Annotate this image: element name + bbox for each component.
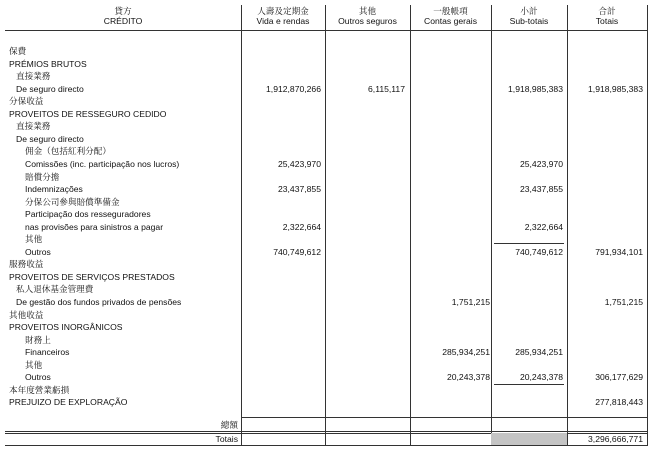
table-row <box>5 396 648 408</box>
cell-general: 20,243,378 <box>446 372 490 383</box>
cell-total: 1,918,985,383 <box>588 83 643 94</box>
table-row <box>5 271 648 283</box>
row-label: PROVEITOS INORGÂNICOS <box>9 322 123 333</box>
row-label: Indemnizações <box>25 184 83 195</box>
table-row <box>5 145 648 157</box>
cell-subtotal: 23,437,855 <box>519 184 563 195</box>
row-label: 分保公司參與賠償準備金 <box>25 196 120 207</box>
table-row <box>5 208 648 220</box>
table-row <box>5 45 648 57</box>
table-row <box>5 221 648 233</box>
table-row <box>5 258 648 270</box>
table-row <box>5 334 648 346</box>
table-row <box>5 246 648 258</box>
header-totals: 合計 Totais <box>595 6 619 26</box>
table-row <box>5 283 648 295</box>
row-label: PRÉMIOS BRUTOS <box>9 58 87 69</box>
row-label: 其他 <box>25 359 43 370</box>
row-label: 分保收益 <box>9 96 44 107</box>
grand-total: 3,296,666,771 <box>588 434 643 444</box>
cell-general: 285,934,251 <box>442 347 490 358</box>
table-row <box>5 70 648 82</box>
table-row <box>5 346 648 358</box>
row-label: 財務上 <box>25 334 51 345</box>
total-label: Totais <box>215 434 238 444</box>
row-label: Participação dos resseguradores <box>25 209 151 220</box>
row-label: 佣金（包括紅利分配） <box>25 146 111 157</box>
table-row <box>5 321 648 333</box>
row-label: PROVEITOS DE SERVIÇOS PRESTADOS <box>9 271 175 282</box>
row-label: 私人退休基金管理費 <box>16 284 94 295</box>
table-row <box>5 371 648 383</box>
table-row <box>5 108 648 120</box>
cell-total: 306,177,629 <box>595 372 643 383</box>
cell-life: 740,749,612 <box>273 246 321 257</box>
total-row <box>5 433 648 445</box>
cell-subtotal: 25,423,970 <box>519 158 563 169</box>
cell-subtotal: 20,243,378 <box>519 372 563 383</box>
table-row <box>5 158 648 170</box>
row-label: Comissões (inc. participação nos lucros) <box>25 158 180 169</box>
row-label: PROVEITOS DE RESSEGURO CEDIDO <box>9 108 167 119</box>
table-row <box>5 171 648 183</box>
cell-life: 1,912,870,266 <box>266 83 321 94</box>
table-row <box>5 95 648 107</box>
cell-subtotal: 1,918,985,383 <box>508 83 563 94</box>
cell-subtotal: 285,934,251 <box>515 347 563 358</box>
header-other-insurance: 其他 Outros seguros <box>338 6 397 26</box>
header-general-accounts: 一般帳項 Contas gerais <box>423 6 478 26</box>
cell-total: 791,934,101 <box>595 246 643 257</box>
table-row <box>5 83 648 95</box>
header-credit: 貸方 CRÉDITO <box>103 6 143 26</box>
cell-life: 2,322,664 <box>282 221 321 232</box>
table-row <box>5 196 648 208</box>
row-label: nas provisões para sinistros a pagar <box>25 221 164 232</box>
row-label: 保費 <box>9 46 27 56</box>
row-label: De seguro directo <box>16 133 84 144</box>
row-label: 賠償分擔 <box>25 171 60 182</box>
table-row <box>5 58 648 70</box>
total-row-zh <box>5 419 648 431</box>
total-label-zh: 總額 <box>220 420 238 430</box>
row-label: Outros <box>25 372 51 383</box>
header-life: 人壽及定期金 Vida e rendas <box>256 6 310 26</box>
table-row <box>5 296 648 308</box>
row-label: Financeiros <box>25 347 70 358</box>
row-label: PREJUIZO DE EXPLORAÇÃO <box>9 397 128 408</box>
table-row <box>5 183 648 195</box>
cell-life: 25,423,970 <box>277 158 321 169</box>
cell-total: 1,751,215 <box>604 297 643 307</box>
table-row <box>5 359 648 371</box>
table-row <box>5 309 648 321</box>
table-row <box>5 120 648 132</box>
cell-subtotal: 740,749,612 <box>515 246 563 257</box>
row-label: 其他 <box>25 234 43 245</box>
row-label: 直接業務 <box>16 121 51 132</box>
cell-subtotal: 2,322,664 <box>524 221 563 232</box>
cell-total: 277,818,443 <box>595 397 643 408</box>
row-label: 本年度營業虧損 <box>9 384 70 395</box>
row-label: 其他收益 <box>9 309 44 320</box>
cell-other: 6,115,117 <box>368 83 405 94</box>
row-label: 直接業務 <box>16 71 51 82</box>
cell-general: 1,751,215 <box>451 297 490 307</box>
row-label: De gestão dos fundos privados de pensões <box>16 297 182 307</box>
row-label: 服務收益 <box>9 259 44 270</box>
table-row <box>5 384 648 396</box>
cell-life: 23,437,855 <box>277 184 321 195</box>
table-row <box>5 133 648 145</box>
row-label: Outros <box>25 246 51 257</box>
header-subtotals: 小計 Sub-totais <box>509 6 549 26</box>
row-label: De seguro directo <box>16 83 84 94</box>
credit-table <box>5 5 648 448</box>
